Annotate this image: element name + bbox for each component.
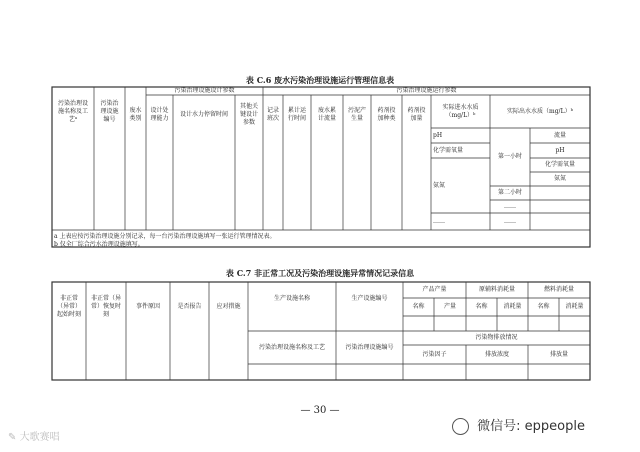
- inlet-item-ammonia: 氨氮: [433, 181, 446, 189]
- header-record-shift: 记录 班次: [266, 107, 279, 122]
- header-cumulative-time: 累计运 行时间: [287, 107, 306, 122]
- subheader-name-1: 名称: [412, 303, 425, 310]
- subheader-output: 产量: [443, 303, 456, 310]
- header-discharge: 污染物排放情况: [475, 334, 518, 341]
- table-note-b: b 仅全厂综合污水治理设施填写。: [54, 241, 144, 248]
- header-design-group: 污染治理设施设计参数: [174, 87, 235, 94]
- header-chem-dose: 药剂投 加量: [407, 107, 426, 122]
- subheader-name-3: 名称: [537, 303, 550, 310]
- header-design-time: 设计水力停留时间: [179, 111, 228, 118]
- header-other-params: 其他关 键设计 参数: [239, 103, 258, 126]
- header-facility-no: 污染治 理设施 编号: [100, 100, 119, 123]
- brand-watermark-text: 大歌赛唱: [19, 432, 60, 443]
- subheader-consumption-2: 消耗量: [565, 303, 584, 310]
- inlet-item-cod: 化学需氧量: [433, 146, 464, 154]
- outlet-item-flow: 流量: [553, 131, 566, 139]
- header-run-group: 污染治理设施运行参数: [396, 87, 457, 94]
- header-sludge: 污泥产 生量: [347, 107, 366, 122]
- header-prod-facility-name: 生产设施名称: [273, 295, 310, 302]
- header-cause: 事件原因: [135, 302, 160, 310]
- header-wastewater-type: 废水 类别: [129, 107, 142, 122]
- brand-watermark: [8, 428, 60, 443]
- wechat-watermark: [452, 415, 585, 435]
- outlet-ellipsis-1: ……: [504, 202, 516, 210]
- outlet-ellipsis-2: ……: [504, 217, 516, 225]
- header-prod-facility-no: 生产设施编号: [351, 295, 388, 302]
- header-reported: 是否报告: [177, 302, 202, 310]
- hour1-label: 第一小时: [497, 153, 522, 160]
- wechat-icon: [452, 418, 469, 435]
- subheader-consumption-1: 消耗量: [503, 303, 522, 310]
- header-start-time: 非正常 （异常） 起始时刻: [56, 294, 81, 318]
- header-chem-type: 药剂投 加种类: [377, 107, 396, 122]
- header-concentration: 排放浓度: [484, 350, 509, 358]
- outlet-item-cod: 化学需氧量: [544, 161, 575, 168]
- header-pollutant: 污染因子: [422, 350, 447, 358]
- subheader-name-2: 名称: [475, 303, 488, 310]
- header-facility-name: 污染治理设 施名称及工 艺ᵃ: [57, 100, 88, 123]
- table-note-a: a 上表应按污染治理设施分别记录，每一台污染治理设施填写一张运行管理情况表。: [54, 233, 276, 240]
- outlet-item-ammonia: 氨氮: [553, 175, 566, 182]
- table-c6-caption: 表 C.6 废水污染治理设施运行管理信息表: [245, 75, 395, 85]
- header-raw-material: 原辅料消耗量: [478, 286, 515, 293]
- brand-icon: ✎: [8, 432, 17, 443]
- header-outlet-quality: 实际出水水质（mg/L）ᵇ: [507, 107, 573, 115]
- header-design-capacity: 设计处 理能力: [150, 107, 169, 122]
- page-number: — 30 —: [300, 405, 340, 416]
- inlet-item-ellipsis: ……: [433, 217, 445, 225]
- hour2-label: 第二小时: [497, 189, 522, 196]
- wechat-id: 微信号: eppeople: [477, 419, 585, 434]
- outlet-item-ph: pH: [555, 146, 565, 154]
- header-wastewater-volume: 废水累 计流量: [317, 107, 336, 122]
- header-inlet-quality: 实际进水水质 （mg/L）ᵇ: [442, 103, 479, 119]
- header-pollution-facility: 污染治理设施名称及工艺: [258, 343, 325, 351]
- header-measures: 应对措施: [216, 302, 241, 310]
- header-fuel: 燃料消耗量: [543, 286, 574, 293]
- table-c7-caption: 表 C.7 非正常工况及污染治理设施异常情况记录信息: [225, 268, 415, 278]
- inlet-item-ph: pH: [433, 131, 443, 139]
- header-end-time: 非正常（异 常）恢复时 刻: [90, 294, 121, 318]
- header-product-output: 产品产量: [422, 286, 447, 293]
- header-amount: 排放量: [549, 350, 568, 358]
- header-pollution-facility-no: 污染治理设施编号: [345, 343, 394, 351]
